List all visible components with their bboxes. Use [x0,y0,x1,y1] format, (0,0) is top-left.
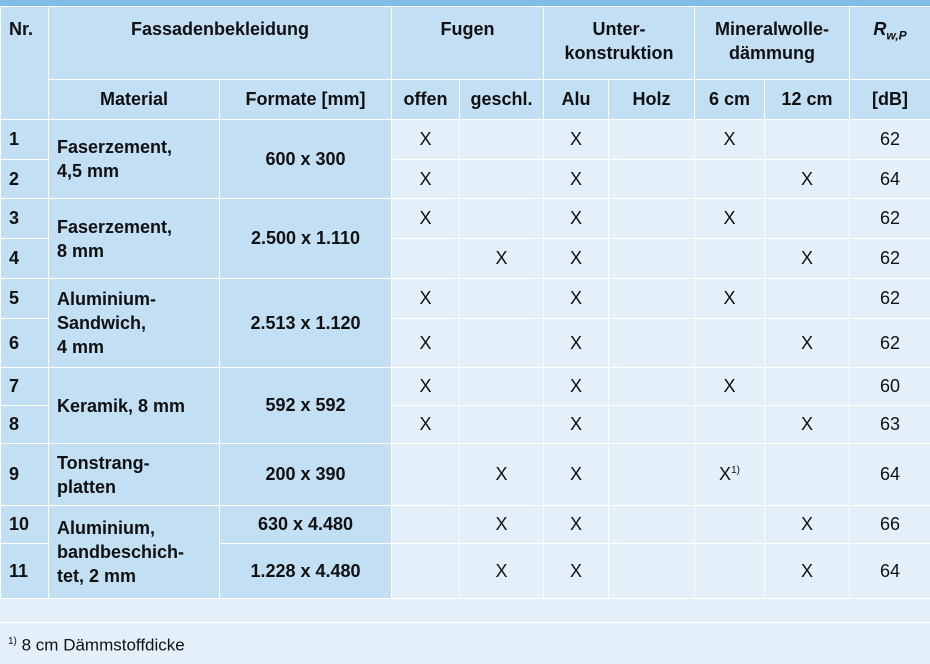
cell-12cm [765,199,850,239]
row-nr: 1 [1,120,49,160]
cell-6cm: X [695,279,765,319]
format-cell: 200 x 390 [220,444,392,506]
material-cell [49,199,220,279]
cell-12cm: X [765,319,850,368]
table-row [1,506,930,544]
cell-holz [609,444,695,506]
col-header-db: [dB] [850,80,930,120]
row-nr: 7 [1,368,49,406]
cell-geschl [460,319,544,368]
cell-12cm: X [765,239,850,279]
cell-db: 66 [850,506,930,544]
table-row [1,368,930,406]
cell-alu: X [544,120,609,160]
footnote-marker: 1) [731,465,740,476]
cell-holz [609,239,695,279]
format-cell: 2.500 x 1.110 [220,199,392,279]
material-line: Faserzement, [57,217,172,237]
cell-6cm-value: X [719,464,731,484]
rwp-symbol: $R_{w,P}$ [873,19,906,39]
cell-12cm [765,279,850,319]
cell-db: 62 [850,199,930,239]
cell-holz [609,319,695,368]
cell-holz [609,368,695,406]
material-line: bandbeschich- [57,542,184,562]
material-cell [49,120,220,199]
cell-alu: X [544,279,609,319]
col-header-alu: Alu [544,80,609,120]
cell-offen: X [392,160,460,199]
unterkonstruktion-line1: Unter- [593,19,646,39]
cell-geschl [460,199,544,239]
cell-12cm: X [765,506,850,544]
row-nr: 4 [1,239,49,279]
material-line: Aluminium- [57,289,156,309]
cell-geschl [460,406,544,444]
cell-geschl [460,279,544,319]
cell-6cm [695,506,765,544]
unterkonstruktion-line2: konstruktion [565,43,674,63]
material-line: 8 mm [57,241,104,261]
format-cell: 600 x 300 [220,120,392,199]
cell-geschl [460,160,544,199]
cell-offen: X [392,120,460,160]
material-line: tet, 2 mm [57,566,136,586]
row-nr: 11 [1,544,49,599]
cell-geschl [460,120,544,160]
row-nr: 10 [1,506,49,544]
cell-6cm [695,239,765,279]
cell-6cm [695,444,765,506]
table-row [1,199,930,239]
cell-db: 62 [850,319,930,368]
row-nr: 2 [1,160,49,199]
cell-db: 63 [850,406,930,444]
col-header-fassadenbekleidung: Fassadenbekleidung [49,7,392,80]
cell-db: 62 [850,279,930,319]
material-line: platten [57,477,116,497]
material-cell [49,506,220,599]
cell-alu: X [544,319,609,368]
cell-12cm: X [765,406,850,444]
cell-6cm [695,406,765,444]
mineralwolle-line1: Mineralwolle- [715,19,829,39]
cell-holz [609,279,695,319]
footnote-mark: 1) [8,636,17,647]
cell-6cm [695,160,765,199]
material-line: Faserzement, [57,137,172,157]
cell-holz [609,160,695,199]
cell-geschl: X [460,444,544,506]
cell-offen [392,544,460,599]
footnote-text: 8 cm Dämmstoffdicke [17,636,185,655]
format-cell: 592 x 592 [220,368,392,444]
cell-alu: X [544,444,609,506]
cell-db: 60 [850,368,930,406]
material-line: 4,5 mm [57,161,119,181]
cell-offen [392,444,460,506]
cell-12cm [765,368,850,406]
col-header-holz: Holz [609,80,695,120]
cell-12cm [765,120,850,160]
cell-6cm: X [695,199,765,239]
cell-alu: X [544,406,609,444]
material-cell [49,368,220,444]
cell-offen: X [392,199,460,239]
col-header-unterkonstruktion [544,7,695,80]
material-cell [49,444,220,506]
cell-alu: X [544,506,609,544]
cell-db: 64 [850,544,930,599]
row-nr: 6 [1,319,49,368]
cell-offen: X [392,319,460,368]
cell-db: 64 [850,160,930,199]
cell-alu: X [544,160,609,199]
material-line: Sandwich, [57,313,146,333]
row-nr: 8 [1,406,49,444]
cell-holz [609,406,695,444]
material-line: Keramik, 8 mm [57,396,185,416]
cell-12cm: X [765,160,850,199]
row-nr: 3 [1,199,49,239]
table-footnote [0,622,930,661]
col-header-6cm: 6 cm [695,80,765,120]
cell-geschl: X [460,239,544,279]
cell-12cm: X [765,544,850,599]
table-row [1,444,930,506]
material-line: Tonstrang- [57,453,150,473]
table-row [1,120,930,160]
col-header-nr: Nr. [1,7,49,120]
cell-6cm [695,319,765,368]
table-row [1,279,930,319]
col-header-formate: Formate [mm] [220,80,392,120]
cell-holz [609,120,695,160]
cell-db: 62 [850,239,930,279]
cell-6cm: X [695,120,765,160]
format-cell: 1.228 x 4.480 [220,544,392,599]
cell-offen: X [392,279,460,319]
row-nr: 5 [1,279,49,319]
cell-geschl [460,368,544,406]
cell-6cm [695,544,765,599]
cell-alu: X [544,368,609,406]
cell-alu: X [544,199,609,239]
col-header-fugen: Fugen [392,7,544,80]
cell-alu: X [544,544,609,599]
facade-sound-table [0,6,930,599]
mineralwolle-line2: dämmung [729,43,815,63]
cell-offen [392,239,460,279]
material-cell [49,279,220,368]
col-header-material: Material [49,80,220,120]
cell-db: 62 [850,120,930,160]
cell-offen [392,506,460,544]
col-header-mineralwolle [695,7,850,80]
cell-6cm: X [695,368,765,406]
cell-geschl: X [460,506,544,544]
col-header-geschl: geschl. [460,80,544,120]
cell-holz [609,506,695,544]
row-nr: 9 [1,444,49,506]
cell-offen: X [392,368,460,406]
format-cell: 2.513 x 1.120 [220,279,392,368]
cell-geschl: X [460,544,544,599]
col-header-offen: offen [392,80,460,120]
format-cell: 630 x 4.480 [220,506,392,544]
col-header-12cm: 12 cm [765,80,850,120]
material-line: 4 mm [57,337,104,357]
cell-holz [609,199,695,239]
col-header-rwp [850,7,930,80]
cell-12cm [765,444,850,506]
cell-holz [609,544,695,599]
cell-alu: X [544,239,609,279]
cell-offen: X [392,406,460,444]
cell-db: 64 [850,444,930,506]
material-line: Aluminium, [57,518,155,538]
